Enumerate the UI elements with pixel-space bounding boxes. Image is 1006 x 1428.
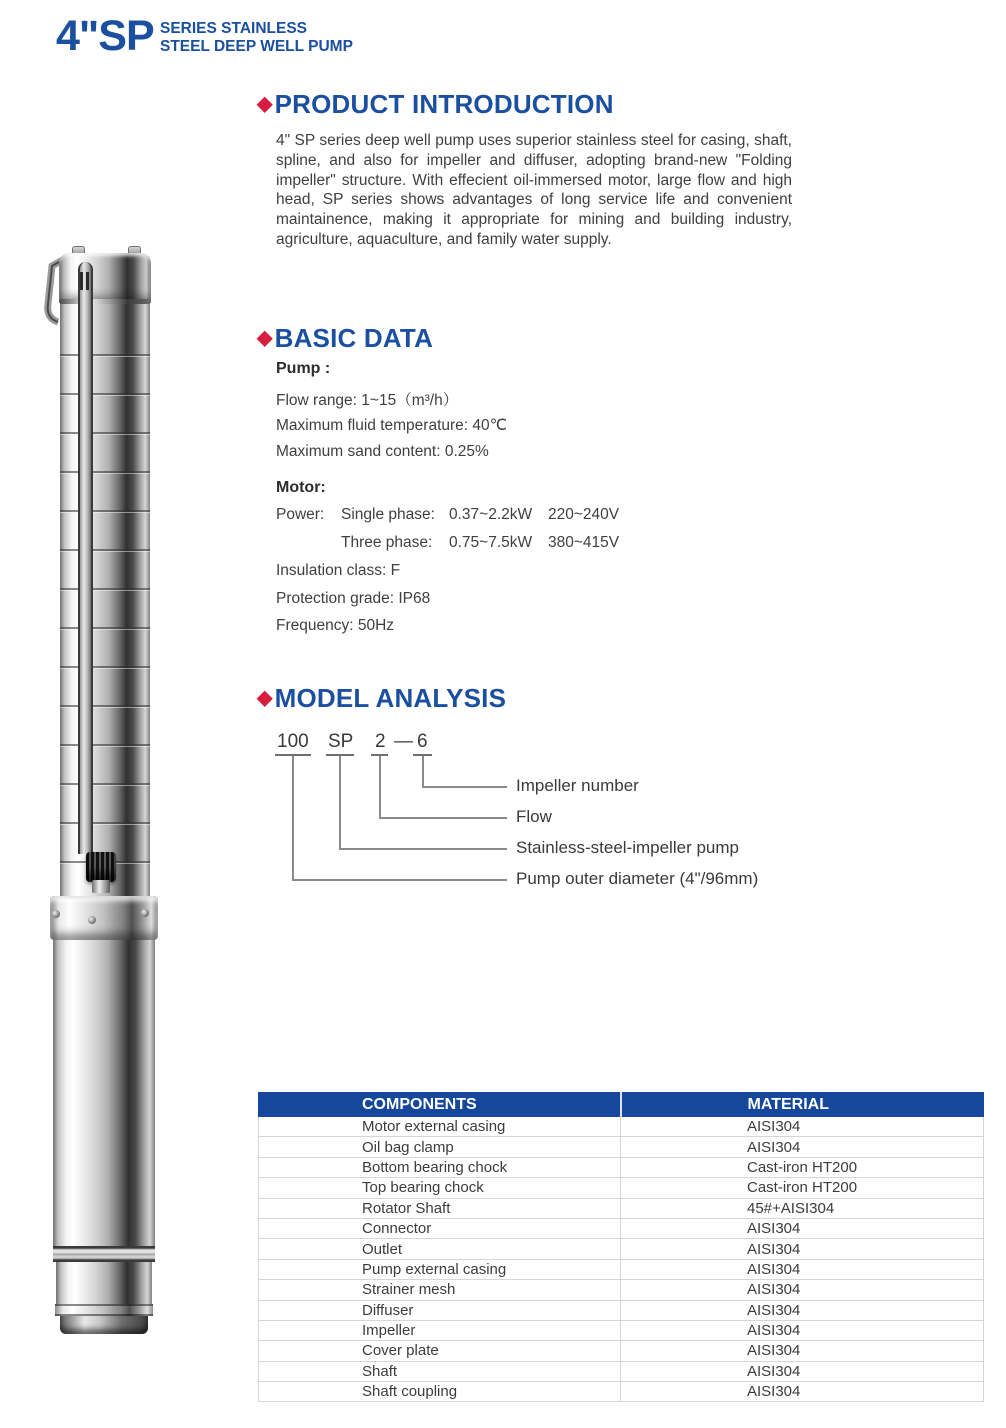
material-cell: AISI304 xyxy=(621,1117,984,1137)
component-cell: Motor external casing xyxy=(259,1117,621,1137)
power-single-phase-row xyxy=(276,506,696,526)
power-label: Power: xyxy=(276,506,325,523)
pump-cable-wire-right xyxy=(86,272,89,290)
model-token-series: SP xyxy=(328,731,354,752)
pump-impeller-rings xyxy=(60,318,150,864)
material-cell: AISI304 xyxy=(621,1259,984,1279)
brand-code: 4"SP xyxy=(56,12,154,60)
table-row xyxy=(259,1300,984,1320)
model-label-diameter: Pump outer diameter (4"/96mm) xyxy=(516,869,759,888)
model-token-dash: — xyxy=(394,731,413,752)
single-phase-power: 0.37~2.2kW xyxy=(449,506,533,523)
pump-spec-label: Pump : xyxy=(276,360,331,377)
table-row xyxy=(259,1341,984,1361)
three-phase-power: 0.75~7.5kW xyxy=(449,534,533,551)
component-cell: Diffuser xyxy=(259,1300,621,1320)
max-fluid-temp-spec: Maximum fluid temperature: 40℃ xyxy=(276,417,508,434)
model-token-impellers: 6 xyxy=(417,731,428,752)
component-cell: Oil bag clamp xyxy=(259,1137,621,1157)
components-material-table xyxy=(258,1092,984,1402)
component-cell: Pump external casing xyxy=(259,1259,621,1279)
table-row xyxy=(259,1178,984,1198)
pump-bottom-ring xyxy=(55,1304,153,1316)
material-cell: AISI304 xyxy=(621,1218,984,1238)
basic-data-title: BASIC DATA xyxy=(274,323,434,353)
pump-connector-nut xyxy=(92,880,110,893)
material-cell: 45#+AISI304 xyxy=(621,1198,984,1218)
diamond-icon: ◆ xyxy=(257,687,273,709)
model-connector-hline-diameter xyxy=(292,879,507,881)
collar-screw-right xyxy=(141,909,149,917)
table-row xyxy=(259,1239,984,1259)
model-connector-hline-series xyxy=(339,848,507,850)
material-column-header: MATERIAL xyxy=(621,1093,984,1117)
intro-title: PRODUCT INTRODUCTION xyxy=(274,89,614,119)
model-connector-hline-flow xyxy=(379,817,507,819)
table-row xyxy=(259,1382,984,1402)
model-connector-vline-series xyxy=(339,756,341,848)
table-row xyxy=(259,1218,984,1238)
single-phase-voltage: 220~240V xyxy=(548,506,620,523)
component-cell: Top bearing chock xyxy=(259,1178,621,1198)
diamond-icon: ◆ xyxy=(257,93,273,115)
diamond-icon: ◆ xyxy=(257,327,273,349)
material-cell: AISI304 xyxy=(621,1137,984,1157)
table-row xyxy=(259,1137,984,1157)
model-connector-hline-impellers xyxy=(422,786,507,788)
brand-subtitle xyxy=(160,20,353,55)
motor-spec-label: Motor: xyxy=(276,479,326,496)
component-cell: Impeller xyxy=(259,1320,621,1340)
material-cell: AISI304 xyxy=(621,1341,984,1361)
pump-cable-connector-knob xyxy=(86,852,116,882)
table-row xyxy=(259,1280,984,1300)
component-cell: Bottom bearing chock xyxy=(259,1157,621,1177)
table-row xyxy=(259,1117,984,1137)
material-cell: AISI304 xyxy=(621,1239,984,1259)
model-connector-vline-flow xyxy=(379,756,381,817)
three-phase-label: Three phase: xyxy=(341,534,433,551)
model-analysis-section-heading xyxy=(257,683,506,714)
table-row xyxy=(259,1361,984,1381)
component-cell: Rotator Shaft xyxy=(259,1198,621,1218)
basic-data-section-heading xyxy=(257,323,433,354)
model-label-flow: Flow xyxy=(516,807,552,826)
component-cell: Connector xyxy=(259,1218,621,1238)
pump-product-photo xyxy=(40,246,160,1338)
collar-screw-left xyxy=(52,910,60,918)
max-sand-content-spec: Maximum sand content: 0.25% xyxy=(276,443,489,460)
pump-connector-collar xyxy=(50,896,158,940)
component-cell: Shaft xyxy=(259,1361,621,1381)
brand-subtitle-line2: STEEL DEEP WELL PUMP xyxy=(160,37,353,55)
flow-range-spec: Flow range: 1~15（m³/h） xyxy=(276,392,459,409)
pump-motor-groove xyxy=(53,1246,155,1262)
intro-paragraph: 4" SP series deep well pump uses superior stainless steel for casing, shaft, spline, and also for impeller and diffuser, adopting brand-new "Folding impeller" structure. With effecient oil-immersed motor, large flow and high head, SP series shows advantages of long service life and convenient maintainence, making it appropriate for mining and building industry, agriculture, aquaculture, and family water supply. xyxy=(276,132,792,248)
model-connector-vline-diameter xyxy=(292,756,294,879)
frequency-spec: Frequency: 50Hz xyxy=(276,617,395,634)
material-cell: Cast-iron HT200 xyxy=(621,1178,984,1198)
pump-cable-wire-left xyxy=(80,272,83,290)
model-label-series: Stainless-steel-impeller pump xyxy=(516,838,739,857)
table-row xyxy=(259,1157,984,1177)
pump-outlet-cap xyxy=(59,253,151,303)
intro-section-heading xyxy=(257,89,614,120)
table-row xyxy=(259,1320,984,1340)
model-label-impeller-number: Impeller number xyxy=(516,776,639,795)
protection-grade-spec: Protection grade: IP68 xyxy=(276,590,431,607)
pump-motor-casing xyxy=(53,940,155,1246)
three-phase-voltage: 380~415V xyxy=(548,534,620,551)
model-token-diameter: 100 xyxy=(277,731,309,752)
component-cell: Cover plate xyxy=(259,1341,621,1361)
model-connector-vline-impellers xyxy=(422,756,424,786)
pump-bottom-cap xyxy=(60,1316,148,1334)
table-header-row xyxy=(259,1093,984,1117)
component-cell: Strainer mesh xyxy=(259,1280,621,1300)
pump-cable-guard xyxy=(78,262,93,854)
single-phase-label: Single phase: xyxy=(341,506,435,523)
components-table-body xyxy=(259,1117,984,1402)
component-cell: Shaft coupling xyxy=(259,1382,621,1402)
power-three-phase-row xyxy=(276,534,696,554)
insulation-class-spec: Insulation class: F xyxy=(276,562,401,579)
collar-screw-center xyxy=(88,916,96,924)
material-cell: AISI304 xyxy=(621,1320,984,1340)
material-cell: AISI304 xyxy=(621,1361,984,1381)
table-row xyxy=(259,1198,984,1218)
model-analysis-title: MODEL ANALYSIS xyxy=(274,683,507,713)
material-cell: AISI304 xyxy=(621,1280,984,1300)
components-table-head xyxy=(259,1093,984,1117)
material-cell: AISI304 xyxy=(621,1382,984,1402)
material-cell: AISI304 xyxy=(621,1300,984,1320)
material-cell: Cast-iron HT200 xyxy=(621,1157,984,1177)
pump-lower-casing xyxy=(56,1262,152,1304)
model-token-flow: 2 xyxy=(375,731,386,752)
components-column-header: COMPONENTS xyxy=(259,1093,621,1117)
table-row xyxy=(259,1259,984,1279)
component-cell: Outlet xyxy=(259,1239,621,1259)
brand-subtitle-line1: SERIES STAINLESS xyxy=(160,20,307,37)
